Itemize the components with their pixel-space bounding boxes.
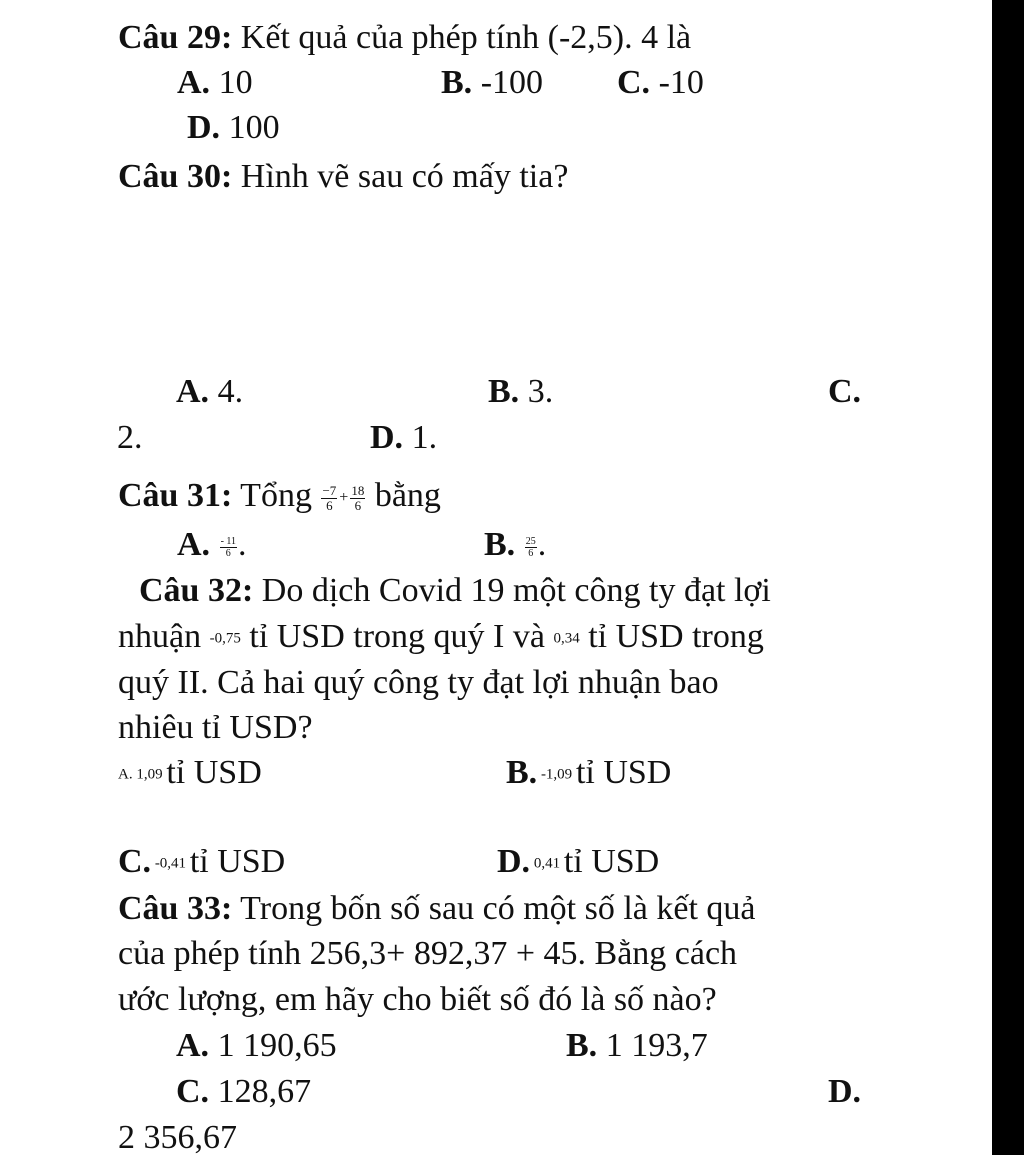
option-a-label: A. xyxy=(177,526,211,563)
question-32-text-2a: nhuận xyxy=(118,618,210,655)
question-33-line-3 xyxy=(118,980,717,1020)
option-a-period: . xyxy=(238,526,247,563)
option-a-text: 1 190,65 xyxy=(209,1027,337,1064)
plus-sign: + xyxy=(339,489,349,507)
q31-option-a xyxy=(177,525,247,565)
option-b-text: 3. xyxy=(519,373,554,410)
option-b-label: B. xyxy=(506,754,538,791)
question-29-text: Kết quả của phép tính (-2,5). 4 là xyxy=(232,19,692,56)
question-32-text-3: quý II. Cả hai quý công ty đạt lợi nhuận bao xyxy=(118,664,719,701)
q30-option-b xyxy=(488,372,553,412)
option-b-label: B. xyxy=(441,64,473,101)
option-d-label: D. xyxy=(187,109,221,146)
option-a-label: A. xyxy=(176,1027,210,1064)
question-29-label: Câu 29: xyxy=(118,19,233,56)
question-33-line-1 xyxy=(118,889,756,929)
question-33-text-3: ước lượng, em hãy cho biết số đó là số nào? xyxy=(118,981,717,1018)
option-c-label: C. xyxy=(828,373,862,410)
option-c-label: C. xyxy=(176,1073,210,1110)
option-d-text: 1. xyxy=(403,419,438,456)
question-33-line-2 xyxy=(118,934,737,974)
option-c-unit: tỉ USD xyxy=(189,843,286,880)
question-33-text-1: Trong bốn số sau có một số là kết quả xyxy=(232,890,756,927)
question-32-line-2 xyxy=(118,617,764,657)
question-32-text-2c: tỉ USD trong xyxy=(579,618,764,655)
option-b-value: -1,09 xyxy=(537,766,576,783)
fraction-25-over-6 xyxy=(525,536,537,559)
option-d-label: D. xyxy=(370,419,404,456)
q30-option-c-value xyxy=(117,418,143,458)
q29-option-c xyxy=(617,63,704,103)
option-a-label: A. xyxy=(177,64,211,101)
option-a-text: 4. xyxy=(209,373,244,410)
option-b-period: . xyxy=(537,526,547,563)
fraction-18-over-6 xyxy=(350,484,365,513)
option-d-label: D. xyxy=(828,1073,862,1110)
option-b-label: B. xyxy=(566,1027,598,1064)
option-a-value: 1,09 xyxy=(132,766,167,783)
option-b-unit: tỉ USD xyxy=(575,754,672,791)
option-d-label: D. xyxy=(497,843,531,880)
q30-option-a xyxy=(176,372,243,412)
option-b-label: B. xyxy=(488,373,520,410)
question-31-text-end: bằng xyxy=(366,477,441,514)
profit-q2-value: 0,34 xyxy=(553,630,580,647)
q33-option-b xyxy=(566,1026,708,1066)
profit-q1-value: -0,75 xyxy=(209,630,241,647)
question-32-line-4 xyxy=(118,708,313,748)
question-30-text: Hình vẽ sau có mấy tia? xyxy=(232,158,569,195)
option-c-label: C. xyxy=(617,64,651,101)
fraction-denominator: 6 xyxy=(326,497,333,513)
question-32-text-4: nhiêu tỉ USD? xyxy=(118,709,313,746)
option-d-text: 100 xyxy=(220,109,280,146)
option-a-label: A. xyxy=(118,766,133,783)
option-d-unit: tỉ USD xyxy=(563,843,660,880)
fraction-minus-11-over-6 xyxy=(220,536,237,559)
question-33-label: Câu 33: xyxy=(118,890,233,927)
question-31 xyxy=(118,476,441,518)
option-a-unit: tỉ USD xyxy=(166,754,262,791)
q29-option-d xyxy=(187,108,280,148)
option-c-text: -10 xyxy=(650,64,704,101)
option-b-text: -100 xyxy=(472,64,544,101)
q32-option-b xyxy=(506,753,671,793)
right-black-border xyxy=(992,0,1024,1155)
q33-option-d-label xyxy=(828,1072,861,1112)
fraction-denominator: 6 xyxy=(528,547,534,559)
question-30 xyxy=(118,157,568,197)
fraction-numerator: 25 xyxy=(525,535,536,547)
question-30-label: Câu 30: xyxy=(118,158,233,195)
q30-option-c-label xyxy=(828,372,861,412)
option-b-label: B. xyxy=(484,526,516,563)
q33-option-a xyxy=(176,1026,337,1066)
question-32-line-3 xyxy=(118,663,719,703)
fraction-denominator: 6 xyxy=(225,547,231,559)
option-c-value: -0,41 xyxy=(151,855,190,872)
option-c-text: 128,67 xyxy=(209,1073,312,1110)
option-c-text: 2. xyxy=(117,419,143,456)
q31-option-b xyxy=(484,525,546,565)
fraction-minus-7-over-6 xyxy=(321,484,337,513)
question-31-label: Câu 31: xyxy=(118,477,233,514)
question-32-label: Câu 32: xyxy=(139,572,254,609)
question-29 xyxy=(118,18,691,58)
option-a-text: 10 xyxy=(210,64,253,101)
fraction-numerator: −7 xyxy=(322,482,337,498)
option-d-text: 2 356,67 xyxy=(118,1119,237,1156)
question-33-text-2: của phép tính 256,3+ 892,37 + 45. Bằng cách xyxy=(118,935,738,972)
question-31-text-start: Tổng xyxy=(232,477,321,514)
fraction-numerator: - 11 xyxy=(220,535,237,547)
q32-option-a xyxy=(118,753,262,793)
q29-option-a xyxy=(177,63,253,103)
option-b-text: 1 193,7 xyxy=(597,1027,708,1064)
q32-option-c xyxy=(118,842,285,882)
option-c-label: C. xyxy=(118,843,152,880)
question-32-text-1: Do dịch Covid 19 một công ty đạt lợi xyxy=(253,572,771,609)
option-a-label: A. xyxy=(176,373,210,410)
q29-option-b xyxy=(441,63,543,103)
fraction-numerator: 18 xyxy=(351,482,365,498)
option-d-value: 0,41 xyxy=(530,855,564,872)
question-32-line-1 xyxy=(139,571,771,611)
q33-option-c xyxy=(176,1072,311,1112)
q30-option-d xyxy=(370,418,437,458)
fraction-denominator: 6 xyxy=(354,497,362,513)
q33-option-d-value xyxy=(118,1118,237,1158)
q32-option-d xyxy=(497,842,659,882)
question-32-text-2b: tỉ USD trong quý I và xyxy=(240,618,554,655)
